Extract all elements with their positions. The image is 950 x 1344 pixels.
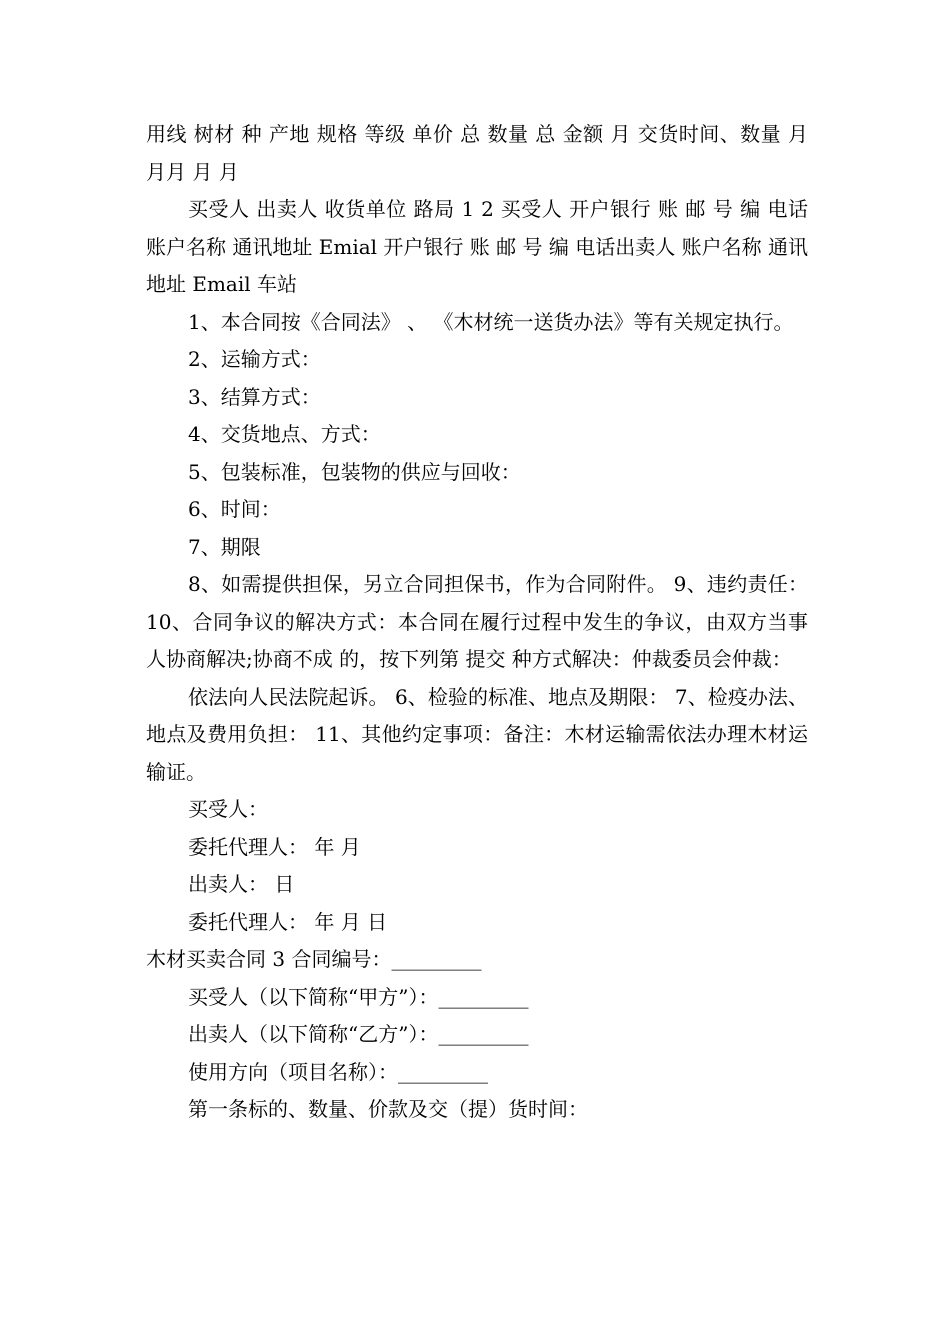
paragraph-clause-7: 7、期限 bbox=[188, 534, 261, 559]
paragraph-goods-table-header: 用线 树材 种 产地 规格 等级 单价 总 数量 总 金额 月 交货时间、数量 月 月月 月 月 bbox=[146, 122, 808, 184]
paragraph-clause-5: 5、包装标准，包装物的供应与回收： bbox=[188, 459, 521, 484]
contract-3-project: 使用方向（项目名称）：_________ bbox=[188, 1059, 488, 1084]
paragraph-other-terms: 依法向人民法院起诉。 6、检验的标准、地点及期限： 7、检疫办法、地点及费用负担： 11、其他约定事项：备注：木材运输需依法办理木材运输证。 bbox=[146, 684, 808, 784]
signature-seller: 出卖人： 日 bbox=[188, 872, 295, 896]
paragraph-clause-4: 4、交货地点、方式： bbox=[188, 422, 381, 446]
paragraph-clause-3: 3、结算方式： bbox=[188, 384, 321, 409]
paragraph-clause-1: 1、本合同按《合同法》 、 《木材统一送货办法》等有关规定执行。 bbox=[188, 309, 794, 334]
paragraph-clause-2: 2、运输方式： bbox=[188, 347, 321, 371]
signature-seller-agent: 委托代理人： 年 月 日 bbox=[188, 909, 388, 934]
paragraph-clause-6: 6、时间： bbox=[188, 497, 281, 521]
contract-3-party-b: 出卖人（以下简称“乙方”）：_________ bbox=[188, 1022, 529, 1046]
signature-buyer: 买受人： bbox=[188, 797, 268, 821]
signature-buyer-agent: 委托代理人： 年 月 bbox=[188, 834, 361, 859]
contract-3-article-1: 第一条标的、数量、价款及交（提）货时间： bbox=[188, 1097, 588, 1121]
paragraph-clause-8-10: 8、如需提供担保，另立合同担保书，作为合同附件。 9、违约责任：10、合同争议的解决方式：本合同在履行过程中发生的争议，由双方当事人协商解决;协商不成 的，按下列第 提交 种方式解决：仲裁委员会仲裁： bbox=[146, 572, 808, 671]
contract-3-party-a: 买受人（以下简称“甲方”）：_________ bbox=[188, 984, 529, 1009]
document-page bbox=[146, 116, 808, 1129]
contract-3-title: 木材买卖合同 3 合同编号：_________ bbox=[146, 947, 482, 971]
paragraph-party-info: 买受人 出卖人 收货单位 路局 1 2 买受人 开户银行 账 邮 号 编 电话 账户名称 通讯地址 Emial 开户银行 账 邮 号 编 电话出卖人 账户名称 通讯地址 Email 车站 bbox=[146, 197, 808, 296]
